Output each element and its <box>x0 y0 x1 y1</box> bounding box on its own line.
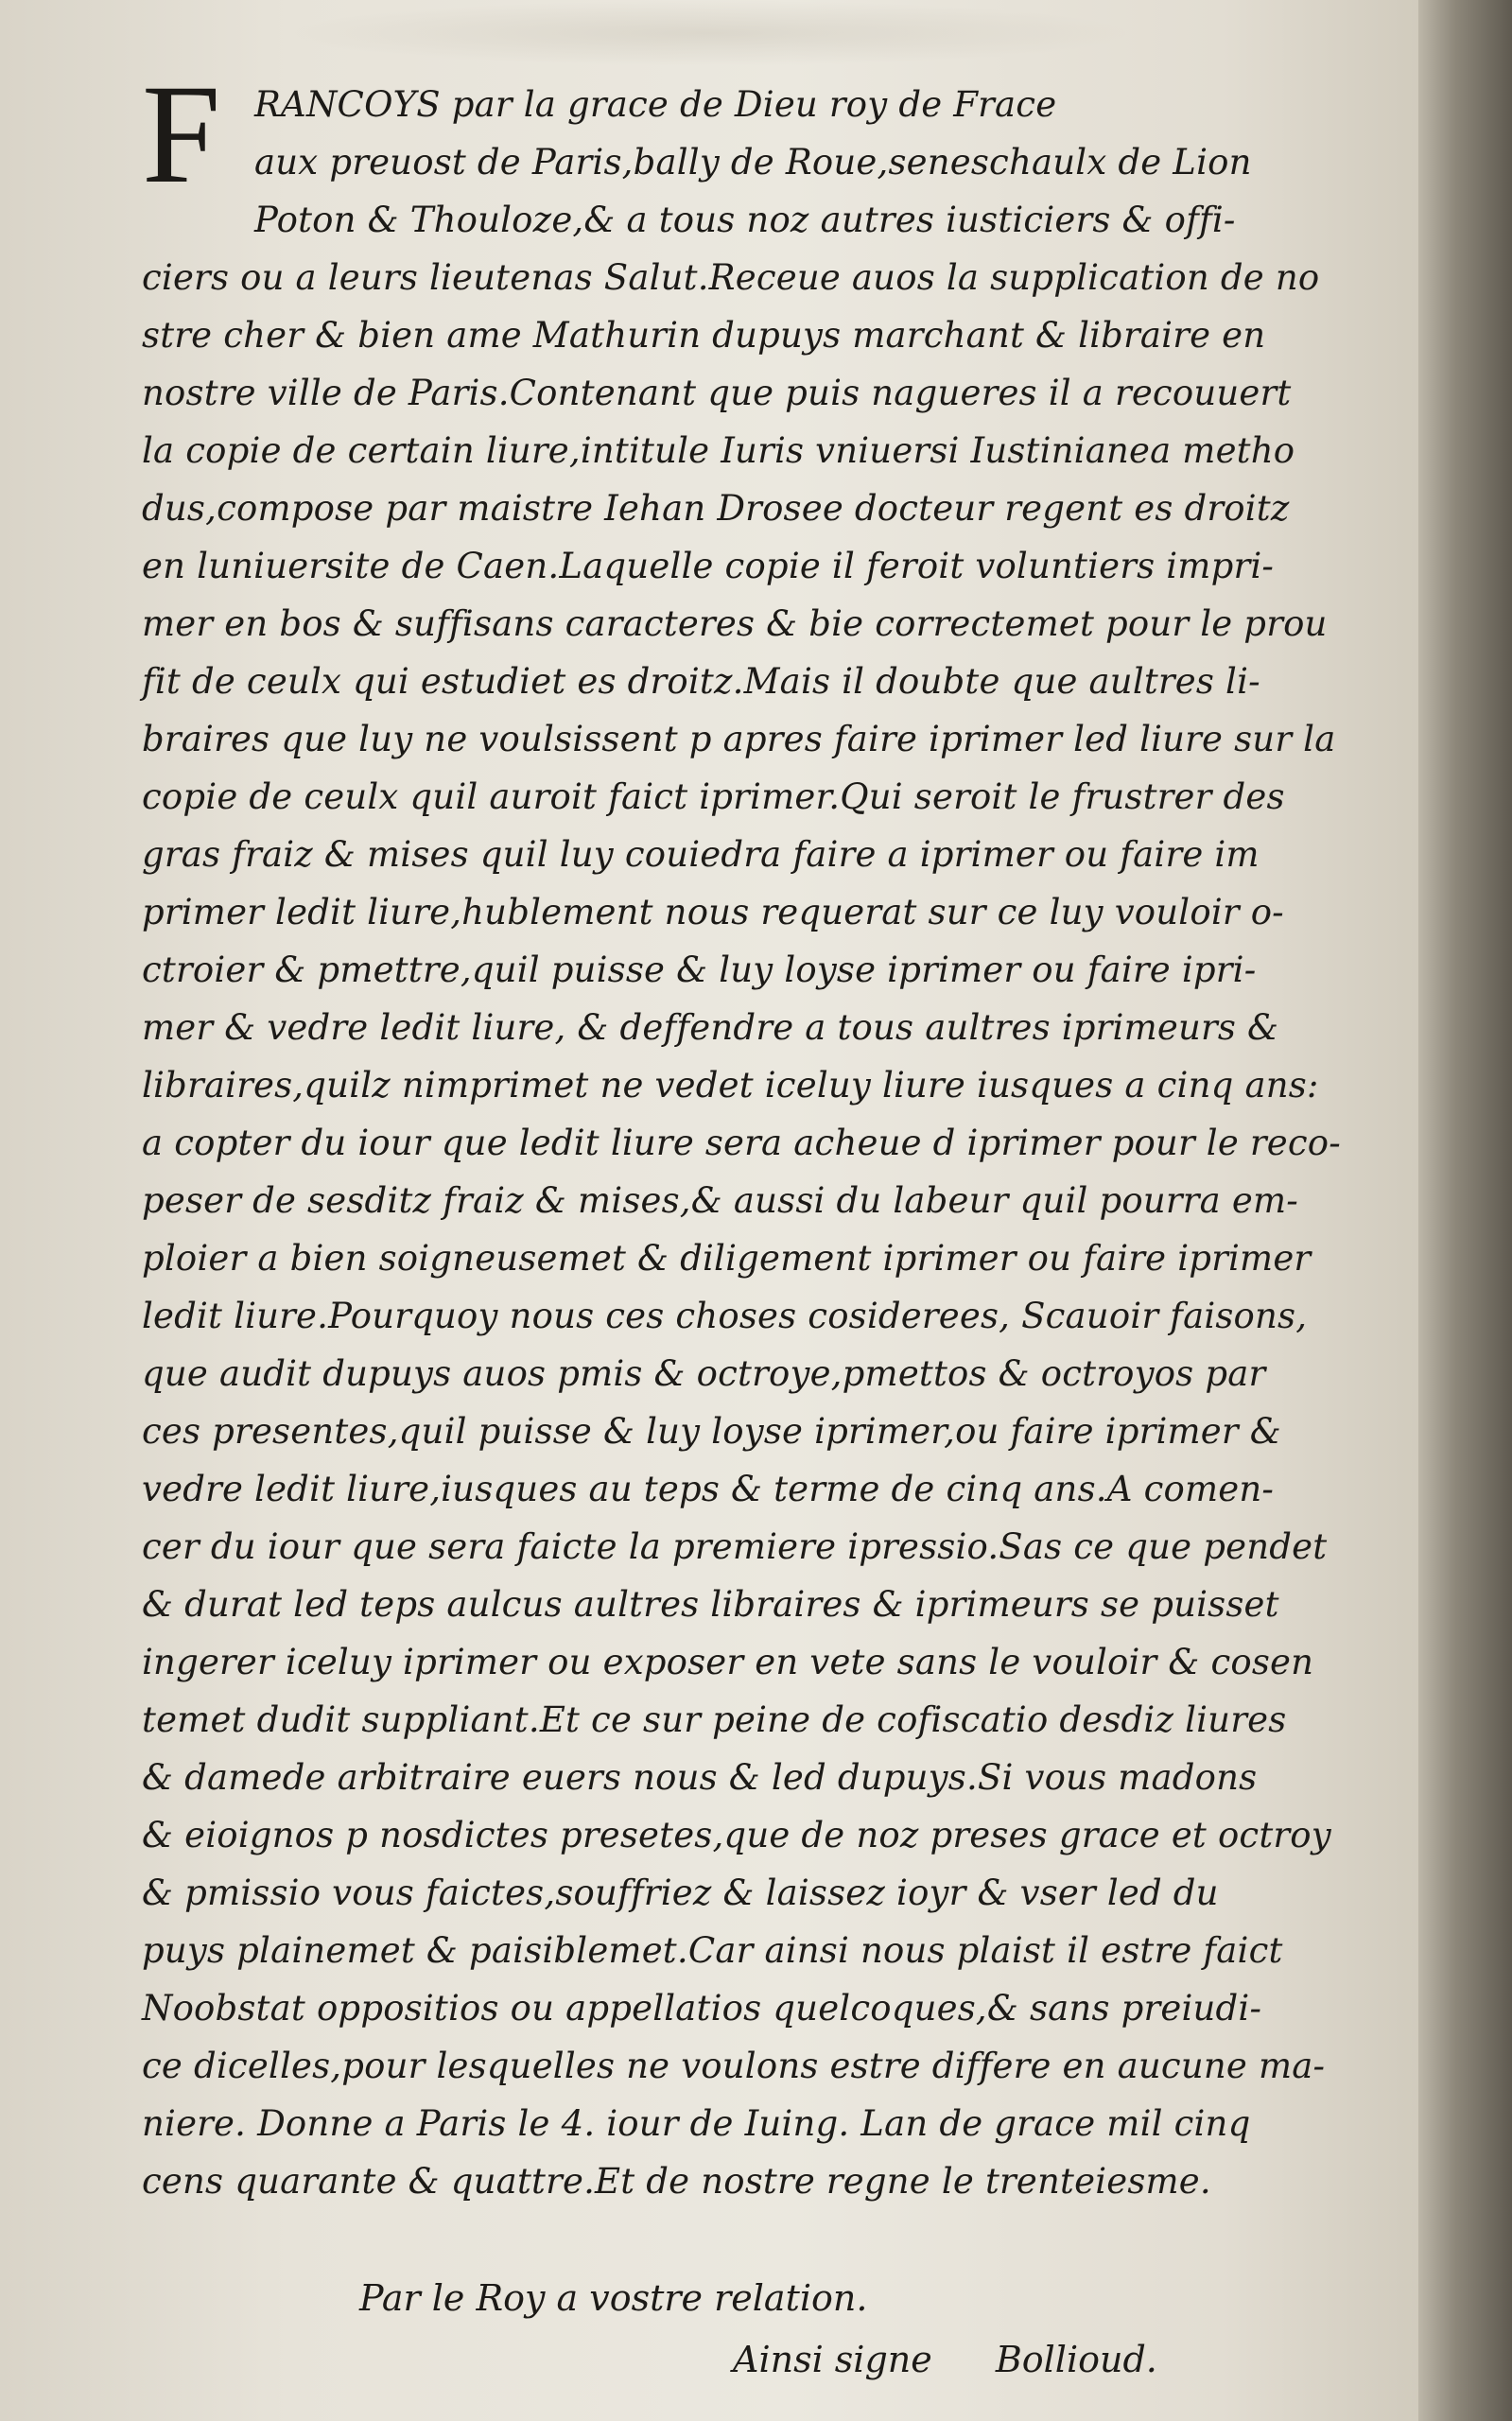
closing-block <box>142 2270 1399 2393</box>
body-lines <box>142 249 1399 2210</box>
body-line: ce dicelles,pour lesquelles ne voulons estre differe en aucune ma- <box>142 2046 1326 2086</box>
body-line: que audit dupuys auos pmis & octroye,pmettos & octroyos par <box>142 1353 1266 1394</box>
body-line: & eioignos p nosdictes presetes,que de noz preses grace et octroy <box>142 1815 1331 1855</box>
signature-name: Bollioud. <box>995 2339 1157 2380</box>
body-line: nostre ville de Paris.Contenant que puis nagueres il a recouuert <box>142 373 1292 413</box>
body-line: puys plainemet & paisiblemet.Car ainsi nous plaist il estre faict <box>142 1930 1283 1971</box>
body-line: & durat led teps aulcus aultres libraires & iprimeurs se puisset <box>142 1584 1279 1625</box>
heading-line: Poton & Thouloze,& a tous noz autres iusticiers & offi- <box>254 200 1236 240</box>
signature-line <box>142 2326 1399 2393</box>
body-line: ces presentes,quil puisse & luy loyse iprimer,ou faire iprimer & <box>142 1411 1281 1452</box>
opening-heading <box>142 56 1399 249</box>
heading-line: aux preuost de Paris,bally de Roue,seneschaulx de Lion <box>254 142 1252 183</box>
body-line: & damede arbitraire euers nous & led dupuys.Si vous madons <box>142 1757 1258 1798</box>
body-line: & pmissio vous faictes,souffriez & laissez ioyr & vser led du <box>142 1872 1219 1913</box>
body-line: cens quarante & quattre.Et de nostre regne le trenteiesme. <box>142 2161 1211 2202</box>
body-line: gras fraiz & mises quil luy couiedra faire a iprimer ou faire im <box>142 834 1260 875</box>
body-line: niere. Donne a Paris le 4. iour de Iuing. Lan de grace mil cinq <box>142 2103 1251 2144</box>
body-line: stre cher & bien ame Mathurin dupuys marchant & libraire en <box>142 315 1266 356</box>
heading-lines <box>254 76 1399 249</box>
body-line: ctroier & pmettre,quil puisse & luy loyse iprimer ou faire ipri- <box>142 949 1257 990</box>
body-line: primer ledit liure,hublement nous requerat sur ce luy vouloir o- <box>142 892 1284 932</box>
body-line: la copie de certain liure,intitule Iuris vniuersi Iustinianea metho <box>142 430 1295 471</box>
body-line: ledit liure.Pourquoy nous ces choses cosiderees, Scauoir faisons, <box>142 1296 1308 1336</box>
body-line: copie de ceulx quil auroit faict iprimer.Qui seroit le frustrer des <box>142 776 1285 817</box>
body-line: ciers ou a leurs lieutenas Salut.Receue auos la supplication de no <box>142 257 1320 298</box>
drop-cap: F <box>142 56 221 213</box>
body-line: cer du iour que sera faicte la premiere ipressio.Sas ce que pendet <box>142 1526 1328 1567</box>
body-line: temet dudit suppliant.Et ce sur peine de cofiscatio desdiz liures <box>142 1699 1287 1740</box>
signature-prefix: Ainsi signe <box>733 2339 932 2380</box>
body-line: braires que luy ne voulsissent p apres faire iprimer led liure sur la <box>142 719 1336 759</box>
body-line: dus,compose par maistre Iehan Drosee docteur regent es droitz <box>142 488 1290 529</box>
body-line: mer & vedre ledit liure, & deffendre a tous aultres iprimeurs & <box>142 1007 1279 1048</box>
privilege-text <box>142 56 1399 2210</box>
body-line: en luniuersite de Caen.Laquelle copie il feroit voluntiers impri- <box>142 546 1275 586</box>
body-line: a copter du iour que ledit liure sera acheue d iprimer pour le reco- <box>142 1123 1341 1163</box>
relation-line: Par le Roy a vostre relation. <box>359 2277 868 2319</box>
body-line: Noobstat oppositios ou appellatios quelcoques,& sans preiudi- <box>142 1988 1262 2029</box>
body-line: fit de ceulx qui estudiet es droitz.Mais il doubte que aultres li- <box>142 661 1260 702</box>
bleed-through-shadow <box>284 0 1135 66</box>
book-gutter <box>1418 0 1512 2421</box>
body-line: ploier a bien soigneusemet & diligement iprimer ou faire iprimer <box>142 1238 1312 1279</box>
heading-line: RANCOYS par la grace de Dieu roy de Frace <box>254 84 1057 125</box>
body-line: libraires,quilz nimprimet ne vedet iceluy liure iusques a cinq ans: <box>142 1065 1319 1106</box>
body-line: ingerer iceluy iprimer ou exposer en vete sans le vouloir & cosen <box>142 1642 1314 1682</box>
body-line: vedre ledit liure,iusques au teps & terme de cinq ans.A comen- <box>142 1469 1275 1509</box>
body-line: peser de sesditz fraiz & mises,& aussi du labeur quil pourra em- <box>142 1180 1298 1221</box>
body-line: mer en bos & suffisans caracteres & bie correctemet pour le prou <box>142 603 1328 644</box>
